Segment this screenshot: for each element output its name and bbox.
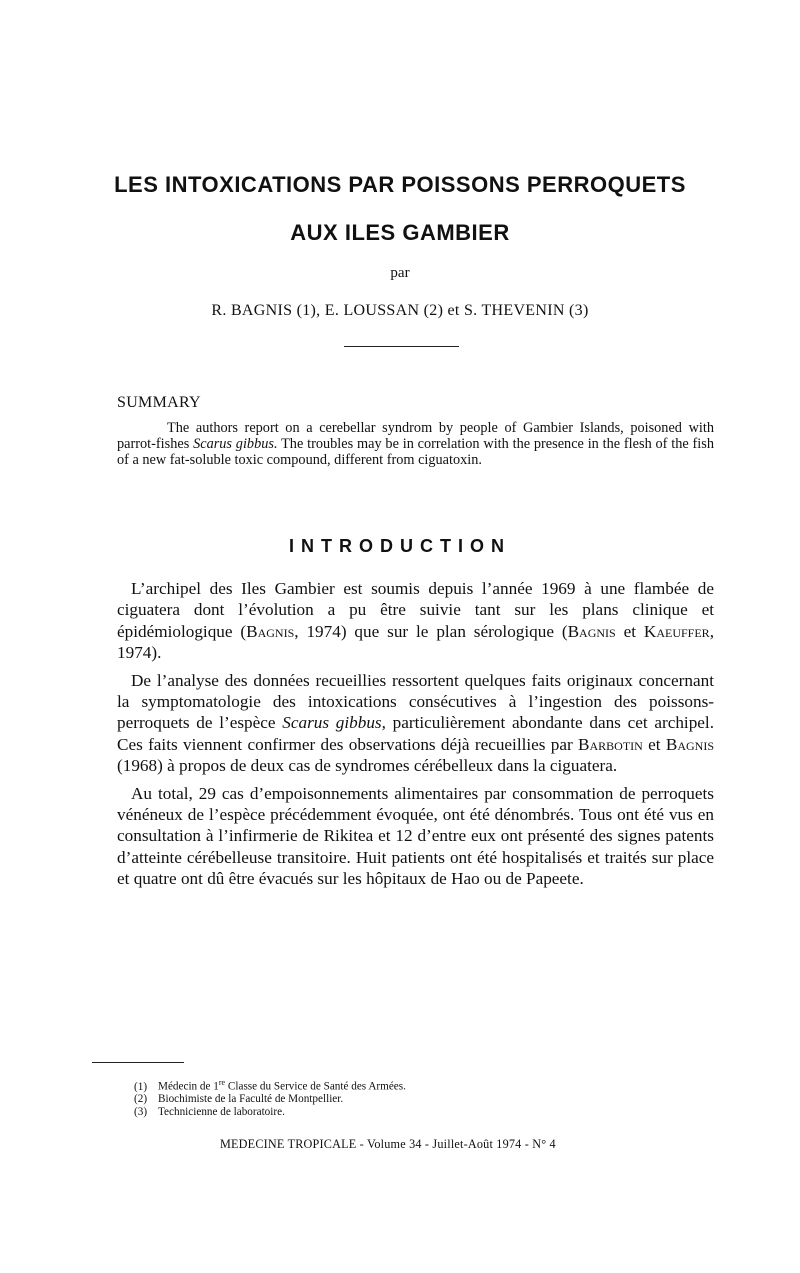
journal-reference: MEDECINE TROPICALE - Volume 34 - Juillet-Août 1974 - N° 4 (220, 1137, 556, 1151)
par-label: par (390, 265, 410, 281)
author-line: R. BAGNIS (1), E. LOUSSAN (2) et S. THEVENIN (3) (211, 302, 589, 319)
summary-species: Scarus gibbus. (193, 436, 278, 452)
summary-text: The authors report on a cerebellar syndrom by people of Gambier Islands, poisoned with parrot-fishes Scarus gibbus. The troubles may be in correlation with the presence in the flesh of the fish of a new fat-soluble toxic compound, different from ciguatoxin. (117, 420, 714, 468)
footnote-3: (3) Technicienne de laboratoire. (134, 1105, 285, 1118)
article-title-line-1: LES INTOXICATIONS PAR POISSONS PERROQUETS (114, 172, 686, 197)
paragraph-3: Au total, 29 cas d’empoisonnements alimentaires par consommation de perroquets vénéneux de l’espèce précédemment évoquée, ont été dénombrés. Tous ont été vus en consultation à l’infirmerie de Rikitea et 12 d’entre eux ont présenté des signes patents d’atteinte cérébelleuse transitoire. Huit patients ont été hospitalisés et traités sur place et quatre ont dû être évacués sur les hôpitaux de Hao ou de Papeete. (117, 783, 714, 889)
paragraph-2: De l’analyse des données recueillies ressortent quelques faits originaux concernant la symptomatologie des intoxications consécutives à l’ingestion des poissons-perroquets de l’espèce Scarus gibbus, particulièrement abondante dans cet archipel. Ces faits viennent confirmer des observations déjà recueillies par Barbotin et Bagnis (1968) à propos de deux cas de syndromes cérébelleux dans la ciguatera. (117, 670, 715, 776)
footnote-2: (2) Biochimiste de la Faculté de Montpellier. (134, 1093, 344, 1106)
article-title-line-2: AUX ILES GAMBIER (290, 220, 510, 245)
footnotes (134, 1077, 406, 1118)
introduction-body (117, 578, 714, 896)
summary-heading: SUMMARY (117, 394, 201, 411)
footnote-divider (92, 1062, 184, 1063)
introduction-heading: INTRODUCTION (289, 536, 511, 556)
footnote-1: (1) Médecin de 1re Classe du Service de Santé des Armées. (134, 1078, 406, 1093)
title-divider (344, 346, 459, 347)
paragraph-1: L’archipel des Iles Gambier est soumis depuis l’année 1969 à une flambée de ciguatera dont l’évolution a pu être suivie tant sur les plans clinique et épidémiologique (Bagnis, 1974) que sur le plan sérologique (Bagnis et Kaeuffer, 1974). (117, 579, 714, 663)
